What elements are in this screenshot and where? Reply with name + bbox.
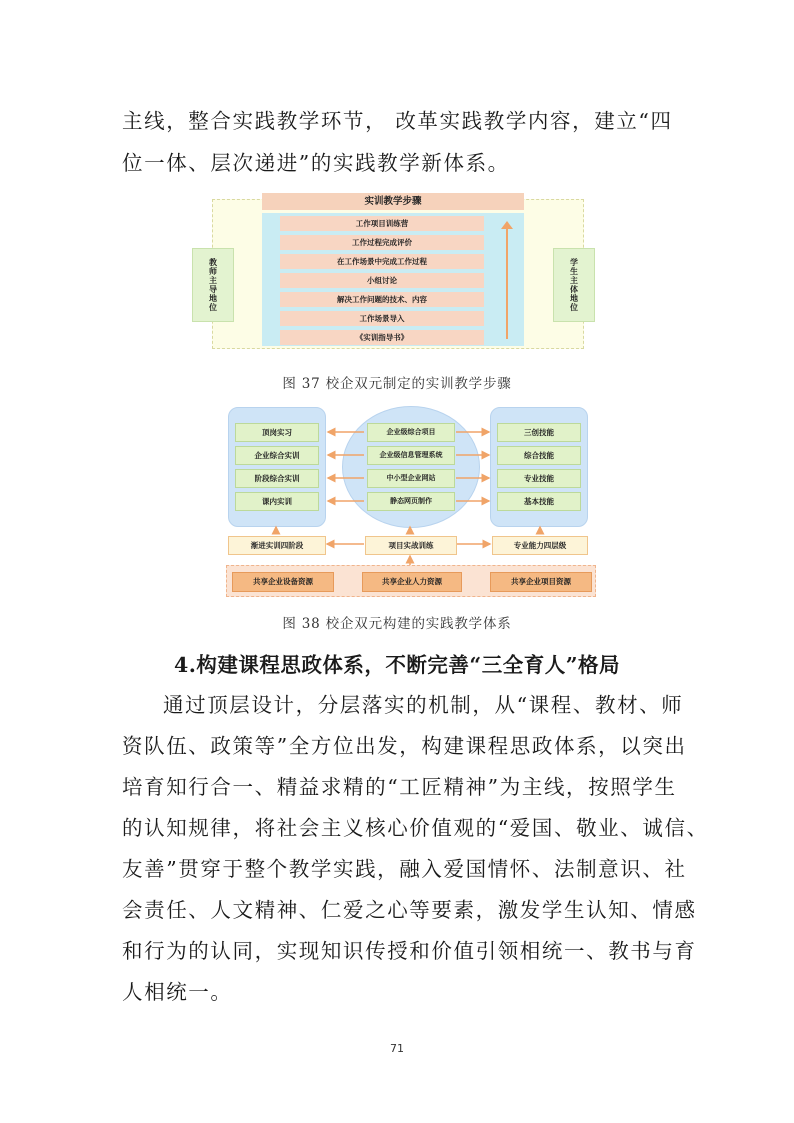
text-line: 主线，整合实践教学环节， 改革实践教学内容，建立“四 bbox=[122, 109, 673, 133]
step-box: 工作过程完成评价 bbox=[280, 235, 484, 250]
project-level-box: 中小型企业网站 bbox=[367, 469, 455, 488]
project-level-box: 企业级信息管理系统 bbox=[367, 446, 455, 465]
practice-stage-box: 课内实训 bbox=[235, 492, 319, 511]
skill-level-box: 三创技能 bbox=[497, 423, 581, 442]
figure-38-caption: 图 38 校企双元构建的实践教学体系 bbox=[282, 616, 512, 632]
text-line: 资队伍、政策等”全方位出发，构建课程思政体系，以突出 bbox=[122, 734, 687, 758]
teacher-role-box bbox=[192, 248, 234, 322]
practice-stage-box: 企业综合实训 bbox=[235, 446, 319, 465]
step-box: 在工作场景中完成工作过程 bbox=[280, 254, 484, 269]
project-level-box: 企业级综合项目 bbox=[367, 423, 455, 442]
text-line: 通过顶层设计，分层落实的机制，从“课程、教材、师 bbox=[163, 693, 684, 717]
figure-training-steps bbox=[192, 193, 597, 353]
practice-stage-box: 阶段综合实训 bbox=[235, 469, 319, 488]
skill-level-box: 专业技能 bbox=[497, 469, 581, 488]
skill-level-box: 基本技能 bbox=[497, 492, 581, 511]
teacher-role-label: 教师主导地位 bbox=[209, 258, 217, 312]
step-box: 小组讨论 bbox=[280, 273, 484, 288]
figure-title-bar: 实训教学步骤 bbox=[262, 193, 524, 210]
project-level-box: 静态网页制作 bbox=[367, 492, 455, 511]
skill-level-box: 综合技能 bbox=[497, 446, 581, 465]
student-role-box bbox=[553, 248, 595, 322]
figure-37-caption: 图 37 校企双元制定的实训教学步骤 bbox=[282, 376, 512, 392]
text-line: 和行为的认同，实现知识传授和价值引领相统一、教书与育 bbox=[122, 939, 697, 963]
step-box: 工作项目训练营 bbox=[280, 216, 484, 231]
stage-summary-box: 项目实战训练 bbox=[365, 536, 457, 555]
text-line: 位一体、层次递进”的实践教学新体系。 bbox=[122, 151, 510, 175]
text-line: 培育知行合一、精益求精的“工匠精神”为主线，按照学生 bbox=[122, 775, 677, 799]
stage-summary-box: 专业能力四层级 bbox=[492, 536, 588, 555]
figure-practice-system bbox=[224, 403, 600, 599]
shared-resource-box: 共享企业人力资源 bbox=[362, 572, 462, 592]
step-box: 工作场景导入 bbox=[280, 311, 484, 326]
student-role-label: 学生主体地位 bbox=[570, 258, 578, 312]
step-box: 解决工作问题的技术、内容 bbox=[280, 292, 484, 307]
page-number: 71 bbox=[390, 1042, 404, 1055]
up-arrow-shaft bbox=[506, 227, 508, 339]
practice-stage-box: 顶岗实习 bbox=[235, 423, 319, 442]
shared-resource-box: 共享企业设备资源 bbox=[232, 572, 334, 592]
stage-summary-box: 渐进实训四阶段 bbox=[228, 536, 326, 555]
step-box: 《实训指导书》 bbox=[280, 330, 484, 345]
text-line: 人相统一。 bbox=[122, 980, 233, 1004]
text-line: 会责任、人文精神、仁爱之心等要素，激发学生认知、情感 bbox=[122, 898, 697, 922]
text-line: 的认知规律，将社会主义核心价值观的“爱国、敬业、诚信、 bbox=[122, 816, 709, 840]
section-heading: 4.构建课程思政体系，不断完善“三全育人”格局 bbox=[174, 653, 620, 677]
text-line: 友善”贯穿于整个教学实践，融入爱国情怀、法制意识、社 bbox=[122, 857, 687, 881]
shared-resource-box: 共享企业项目资源 bbox=[490, 572, 592, 592]
